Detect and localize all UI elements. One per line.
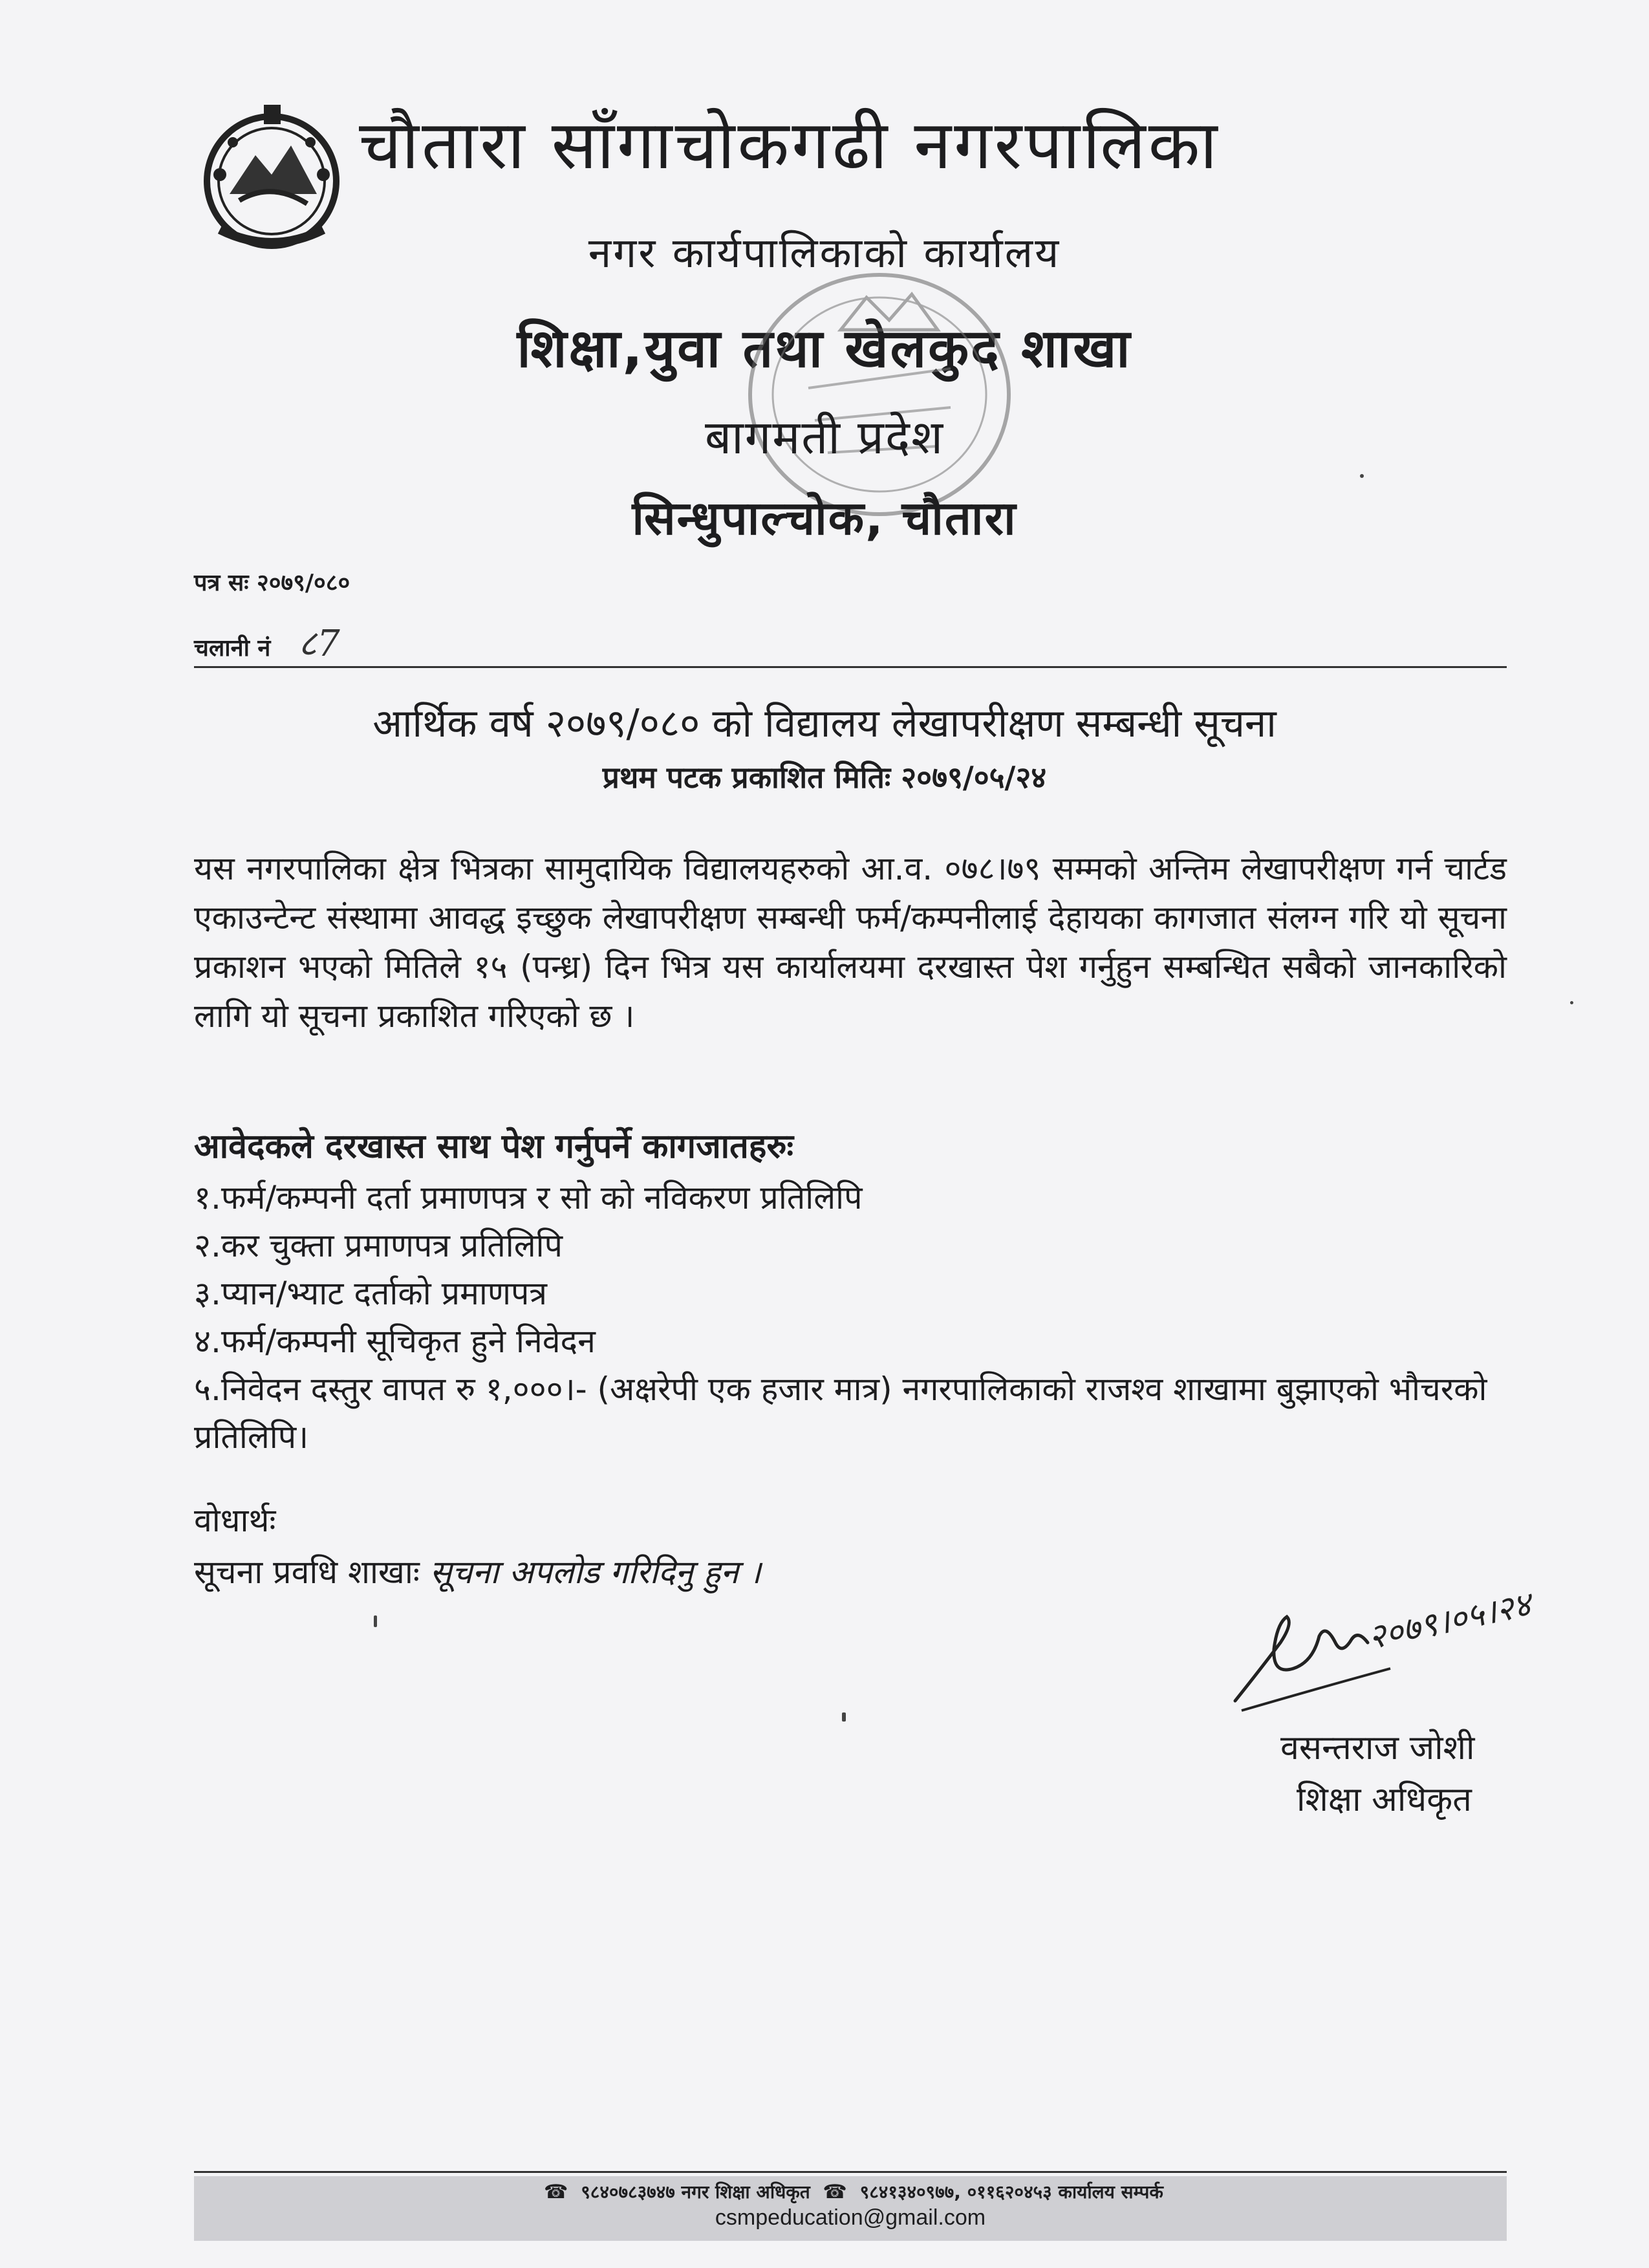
list-item: ५.निवेदन दस्तुर वापत रु १,०००।- (अक्षरेपी एक हजार मात्र) नगरपालिकाको राजश्व शाखामा बुझाएको भौचरको प्रतिलिपि।: [194, 1370, 1487, 1456]
dispatch-number-label: चलानी नं: [194, 635, 271, 662]
phone-education-officer: ९८४०७८३७४७ नगर शिक्षा अधिकृत: [581, 2181, 810, 2203]
district-address: सिन्धुपाल्चोक, चौतारा: [632, 491, 1017, 545]
phone-office: ९८४१३४०९७७, ०११६२०४५३ कार्यालय सम्पर्क: [859, 2181, 1163, 2203]
header-divider: [194, 666, 1507, 668]
footer-email: csmpeducation@gmail.com: [715, 2205, 986, 2230]
requirements-list: [194, 1174, 1507, 1461]
list-item: ४.फर्म/कम्पनी सूचिकृत हुने निवेदन: [194, 1323, 596, 1360]
letter-number-label: पत्र सः: [194, 570, 249, 596]
letter-number: [194, 566, 350, 598]
notice-title: आर्थिक वर्ष २०७९/०८० को विद्यालय लेखापरीक्षण सम्बन्धी सूचना: [372, 701, 1277, 746]
cc-instruction: सूचना अपलोड गरिदिनु हुन ।: [429, 1553, 761, 1591]
signatory-name: वसन्तराज जोशी: [1280, 1729, 1475, 1767]
list-item: ३.प्यान/भ्याट दर्ताको प्रमाणपत्र: [194, 1275, 548, 1312]
cc-label: वोधार्थः: [194, 1502, 276, 1539]
signatory-title: शिक्षा अधिकृत: [1297, 1780, 1472, 1819]
list-item: १.फर्म/कम्पनी दर्ता प्रमाणपत्र र सो को नविकरण प्रतिलिपि: [194, 1179, 863, 1216]
footer-contact: [194, 2179, 1507, 2204]
telephone-icon: ☎: [544, 2181, 568, 2203]
footer-divider: [194, 2171, 1507, 2173]
org-name: चौतारा साँगाचोकगढी नगरपालिका: [359, 105, 1220, 184]
telephone-icon: ☎: [823, 2181, 847, 2203]
signature-date: २०७९।०५।२४: [1364, 1584, 1535, 1658]
branch-name: शिक्षा,युवा तथा खेलकुद शाखा: [517, 318, 1132, 380]
office-name: नगर कार्यपालिकाको कार्यालय: [588, 230, 1061, 277]
notice-body: यस नगरपालिका क्षेत्र भित्रका सामुदायिक विद्यालयहरुको आ.व. ०७८।७९ सम्मको अन्तिम लेखापरीक्षण गर्न चार्टड एकाउन्टेन्ट संस्थामा आवद्ध इच्छुक लेखापरीक्षण सम्बन्धी फर्म/कम्पनीलाई देहायका कागजात संलग्न गरि यो सूचना प्रकाशन भएको मितिले १५ (पन्ध्र) दिन भित्र यस कार्यालयमा दरखास्त पेश गर्नुहुन सम्बन्धित सबैको जानकारिको लागि यो सूचना प्रकाशित गरिएको छ ।: [194, 850, 1507, 1035]
dispatch-number-value: ८7: [297, 623, 340, 665]
letter-number-value: २०७९/०८०: [257, 570, 350, 596]
requirements-heading: आवेदकले दरखास्त साथ पेश गर्नुपर्ने कागजातहरुः: [194, 1127, 793, 1166]
list-item: २.कर चुक्ता प्रमाणपत्र प्रतिलिपि: [194, 1227, 563, 1264]
cc-recipient-name: सूचना प्रवधि शाखाः: [194, 1553, 420, 1591]
province-name: बागमती प्रदेश: [704, 410, 945, 464]
dispatch-number: [194, 618, 340, 667]
signature-icon: [1222, 1571, 1578, 1727]
published-date: प्रथम पटक प्रकाशित मितिः २०७९/०५/२४: [602, 760, 1047, 795]
cc-recipient: [194, 1549, 761, 1593]
